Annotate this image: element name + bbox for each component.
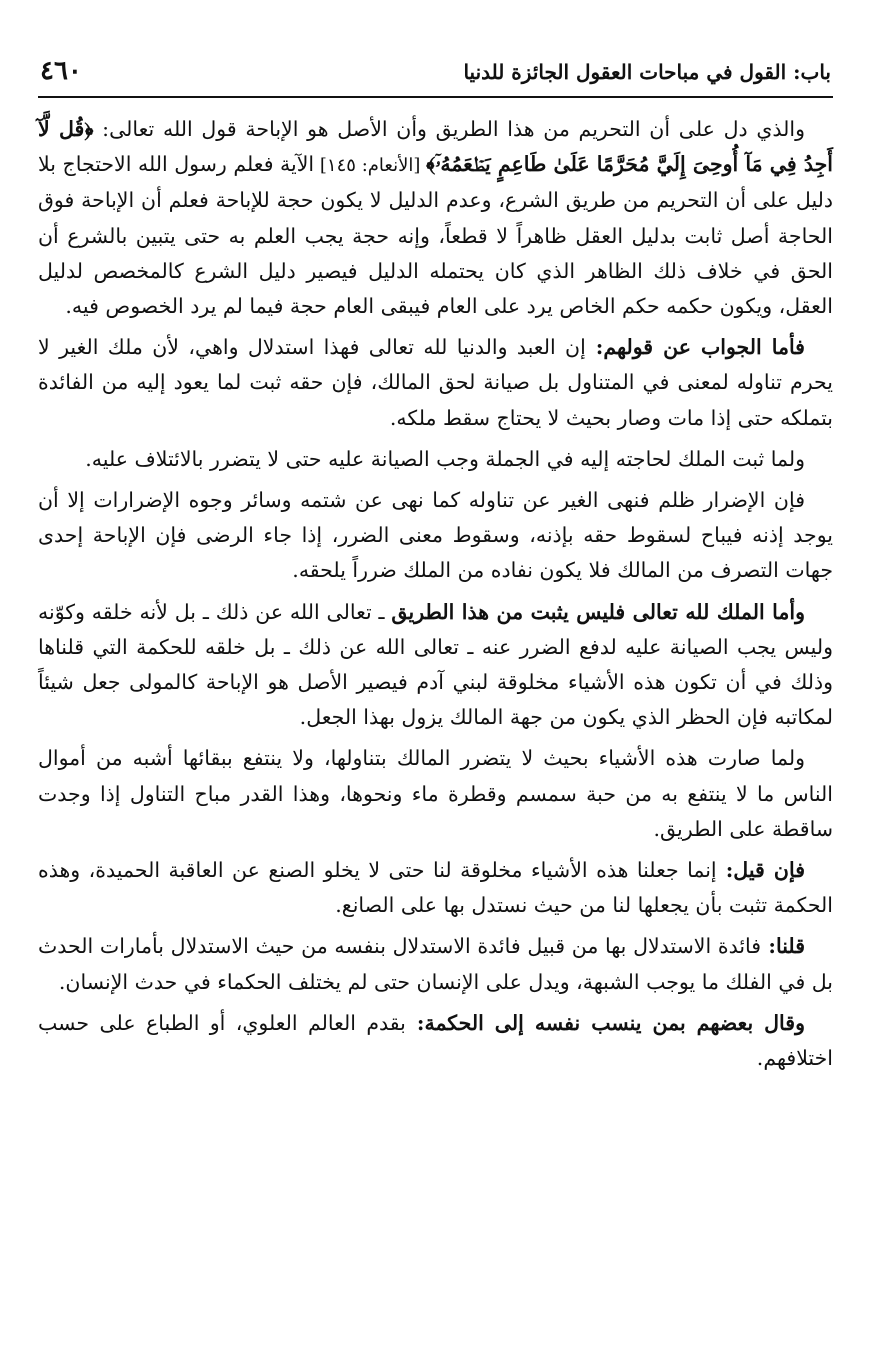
page-body	[38, 112, 833, 1082]
paragraph-text: فإن الإضرار ظلم فنهى الغير عن تناوله كما نهى عن شتمه وسائر وجوه الإضرارات إلا أن يوجد إذنه فيباح لسقوط حقه بإذنه، وسقوط معنى الضرر، إذا جاء الرضى فإن الإباحة إحدى جهات التصرف من المالك فلا يكون نفاده من الملك ضرراً يلحقه.	[38, 488, 833, 583]
paragraph-text: بقدم العالم العلوي، أو الطباع على حسب اختلافهم.	[38, 1010, 833, 1071]
paragraph-lead: فإن قيل:	[716, 858, 806, 883]
running-title: باب: القول في مباحات العقول الجائزة للدنيا	[463, 60, 831, 84]
verse-citation: [الأنعام: ١٤٥]	[314, 155, 427, 177]
paragraph-lead: قلنا:	[761, 934, 805, 959]
paragraph-8	[38, 929, 833, 999]
paragraph-4	[38, 483, 833, 589]
paragraph-lead: وأما الملك لله تعالى فليس يثبت من هذا الطريق	[391, 599, 805, 624]
paragraph-2	[38, 330, 833, 436]
paragraph-text: إن العبد والدنيا لله تعالى فهذا استدلال واهي، لأن ملك الغير لا يحرم تناوله لمعنى في المتناول بل صيانة لحق المالك، فإن حقه ثبت لما يعود إليه من الفائدة بتملكه حتى إذا مات وصار بحيث لا يحتاج سقط ملكه.	[38, 335, 833, 430]
paragraph-6	[38, 741, 833, 847]
paragraph-text: والذي دل على أن التحريم من هذا الطريق وأن الأصل هو الإباحة قول الله تعالى:	[93, 117, 805, 141]
page-number: ٤٦٠	[40, 56, 82, 86]
paragraph-text: ولما صارت هذه الأشياء بحيث لا يتضرر المالك بتناولها، ولا ينتفع ببقائها أشبه من أموال الناس ما لا ينتفع به من حبة سمسم وقطرة ماء ونحوها، وهذا القدر مباح التناول إذا وجدت ساقطة على الطريق.	[38, 746, 833, 841]
paragraph-9	[38, 1006, 833, 1076]
paragraph-5	[38, 595, 833, 736]
paragraph-text: ولما ثبت الملك لحاجته إليه في الجملة وجب الصيانة عليه حتى لا يتضرر بالائتلاف عليه.	[85, 446, 805, 471]
paragraph-1	[38, 112, 833, 324]
paragraph-lead: فأما الجواب عن قولهم:	[585, 335, 805, 360]
paragraph-text: ـ تعالى الله عن ذلك ـ بل لأنه خلقه وكوّنه وليس يجب الصيانة عليه لدفع الضرر عنه ـ تعالى الله عن ذلك ـ بل خلقه للحكمة التي قلناها وذلك في أن تكون هذه الأشياء مخلوقة لبني آدم فيصير الأصل هو الإباحة كالمولى جعل شيئاً لمكاتبه فإن الحظر الذي يكون من جهة المالك يزول بهذا الجعل.	[38, 599, 833, 730]
paragraph-lead: وقال بعضهم بمن ينسب نفسه إلى الحكمة:	[405, 1010, 805, 1035]
page-header	[38, 50, 833, 98]
paragraph-7	[38, 853, 833, 923]
paragraph-text: إنما جعلنا هذه الأشياء مخلوقة لنا حتى لا يخلو الصنع عن العاقبة الحميدة، وهذه الحكمة تثبت بأن يجعلها لنا من حيث نستدل بها على الصانع.	[38, 858, 833, 918]
paragraph-text: فائدة الاستدلال بها من قبيل فائدة الاستدلال بنفسه من حيث الاستدلال بأمارات الحدث بل في الفلك ما يوجب الشبهة، ويدل على الإنسان حتى لم يختلف الحكماء في حدث الإنسان.	[38, 934, 833, 994]
quran-verse: ﴿قُل لَّآ أَجِدُ فِي مَآ أُوحِىَ إِلَيَّ مُحَرَّمًا عَلَىٰ طَاعِمٍ يَطۡعَمُهُۥٓ﴾	[38, 117, 833, 177]
paragraph-3	[38, 442, 833, 477]
paragraph-text-continued: الآية فعلم رسول الله الاحتجاج بلا دليل على أن التحريم من طريق الشرع، وعدم الدليل لا يكون حجة للإباحة فعلم أن الإباحة فوق الحاجة أصل ثابت بدليل العقل ظاهراً لا قطعاً، وإنه حجة يجب العلم به حتى يتبين بالشرع أن الحق في خلاف ذلك الظاهر الذي كان يحتمله الدليل فيصير دليل الشرع كالمخصص لدليل العقل، ويكون حكمه حكم الخاص يرد على العام فيبقى العام حجة فيما لم يرد الخصوص فيه.	[38, 152, 833, 319]
